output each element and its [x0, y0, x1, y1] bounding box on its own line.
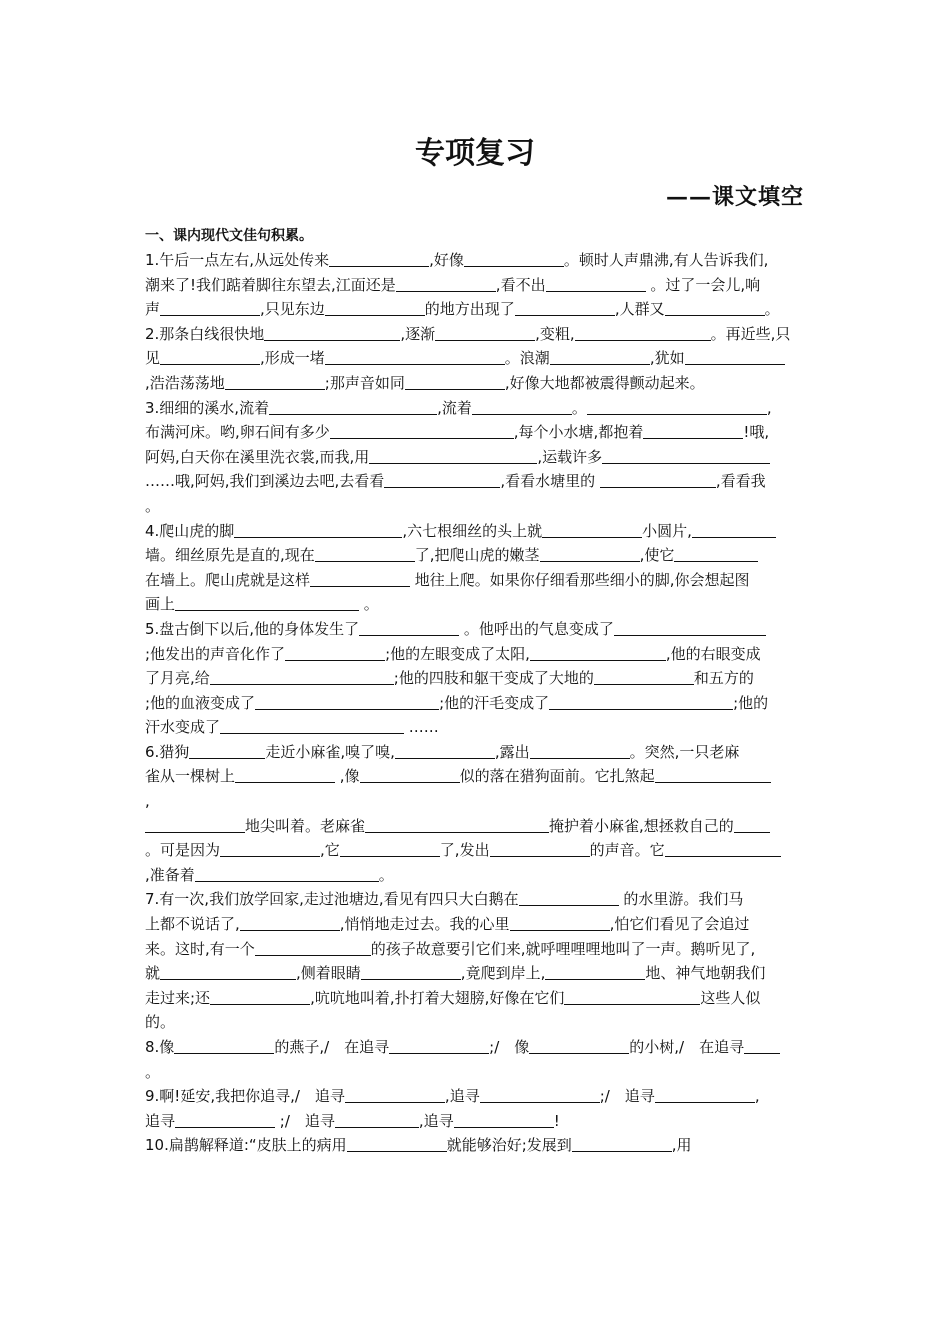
- line-text: ,六七根细丝的头上就: [402, 521, 543, 540]
- text-line: [145, 420, 810, 445]
- text-line: [145, 1133, 810, 1158]
- fill-in-blank[interactable]: [360, 766, 460, 783]
- line-text: 汗水变成了: [145, 718, 221, 737]
- fill-in-blank[interactable]: [587, 398, 767, 415]
- fill-in-blank[interactable]: [160, 348, 260, 365]
- line-text: ;那声音如同: [324, 373, 405, 392]
- fill-in-blank[interactable]: [519, 889, 619, 906]
- text-line: [145, 519, 810, 544]
- fill-in-blank[interactable]: [674, 545, 758, 562]
- line-text: 的。: [145, 1013, 176, 1032]
- fill-in-blank[interactable]: [405, 373, 505, 390]
- fill-in-blank[interactable]: [550, 348, 650, 365]
- text-line: [145, 838, 810, 863]
- line-text: ;他的左眼变成了太阳,: [385, 644, 530, 663]
- line-text: 了,把爬山虎的嫩茎: [414, 546, 540, 565]
- fill-in-blank[interactable]: [594, 668, 694, 685]
- text-line: [145, 1060, 810, 1085]
- text-line: [145, 1084, 810, 1109]
- line-text: ;/ 追寻: [275, 1111, 335, 1130]
- line-text: !: [553, 1111, 560, 1130]
- line-text: ,看看我: [715, 472, 766, 491]
- line-text: ,每个小水塘,都抱着: [513, 423, 644, 442]
- fill-in-blank[interactable]: [545, 963, 645, 980]
- fill-in-blank[interactable]: [549, 693, 733, 710]
- line-text: 了月亮,给: [145, 669, 210, 688]
- line-text: ,追寻: [418, 1111, 454, 1130]
- line-text: 画上: [145, 595, 176, 614]
- line-text: 7.有一次,我们放学回家,走过池塘边,看见有四只大白鹅在: [145, 890, 519, 909]
- text-line: [145, 666, 810, 691]
- fill-in-blank[interactable]: [315, 545, 415, 562]
- line-text: 声: [145, 300, 161, 319]
- fill-in-blank[interactable]: [665, 299, 765, 316]
- fill-in-blank[interactable]: [369, 447, 537, 464]
- fill-in-blank[interactable]: [530, 742, 630, 759]
- fill-in-blank[interactable]: [389, 1037, 489, 1054]
- text-line: [145, 912, 810, 937]
- line-text: ,侧着眼睛: [296, 964, 361, 983]
- fill-in-blank[interactable]: [174, 1037, 274, 1054]
- text-line: [145, 642, 810, 667]
- line-text: 掩护着小麻雀,想拯救自己的: [549, 816, 734, 835]
- line-text: 5.盘古倒下以后,他的身体发生了: [145, 619, 360, 638]
- text-line: [145, 1035, 810, 1060]
- fill-in-blank[interactable]: [665, 840, 781, 857]
- text-line: [145, 568, 810, 593]
- fill-in-blank[interactable]: [225, 373, 325, 390]
- line-text: 9.啊!延安,我把你追寻,/ 追寻: [145, 1087, 345, 1106]
- fill-in-blank[interactable]: [564, 988, 700, 1005]
- text-line: [145, 322, 810, 347]
- line-text: ,犹如: [649, 349, 685, 368]
- line-text: ,: [754, 1087, 760, 1106]
- line-text: 布满河床。哟,卵石间有多少: [145, 423, 330, 442]
- fill-in-blank[interactable]: [692, 521, 776, 538]
- fill-in-blank[interactable]: [264, 324, 400, 341]
- worksheet-body: [145, 224, 810, 1158]
- text-line: [145, 592, 810, 617]
- line-text: 上都不说话了,: [145, 915, 240, 934]
- text-line: [145, 986, 810, 1011]
- line-text: ,看看水塘里的: [500, 472, 600, 491]
- line-text: ,好像大地都被震得颤动起来。: [504, 373, 705, 392]
- line-text: ,运载许多: [537, 447, 603, 466]
- line-text: 这些人似: [700, 988, 761, 1007]
- text-line: [145, 617, 810, 642]
- line-text: 2.那条白线很快地: [145, 324, 265, 343]
- fill-in-blank[interactable]: [655, 1086, 755, 1103]
- fill-in-blank[interactable]: [510, 914, 610, 931]
- line-text: ,像: [335, 767, 360, 786]
- fill-in-blank[interactable]: [396, 275, 496, 292]
- line-text: ,怕它们看见了会追过: [609, 915, 750, 934]
- line-text: 的小树,/ 在追寻: [629, 1038, 745, 1056]
- line-text: 1.午后一点左右,从远处传来: [145, 251, 330, 269]
- fill-in-blank[interactable]: [210, 668, 394, 685]
- line-text: ;/ 像: [489, 1038, 530, 1056]
- line-text: ,浩浩荡荡地: [145, 373, 225, 392]
- text-line: [145, 494, 810, 519]
- fill-in-blank[interactable]: [600, 471, 716, 488]
- text-line: [145, 715, 810, 740]
- line-text: ,用: [671, 1136, 692, 1155]
- line-text: 来。这时,有一个: [145, 939, 255, 958]
- fill-in-blank[interactable]: [744, 1037, 780, 1054]
- fill-in-blank[interactable]: [255, 693, 439, 710]
- line-text: ,好像: [429, 251, 464, 269]
- line-text: 。可是因为: [145, 841, 221, 860]
- line-text: 走过来;还: [145, 988, 211, 1007]
- line-text: 似的落在猎狗面前。它扎煞起: [459, 767, 655, 786]
- text-line: [145, 1010, 810, 1035]
- line-text: ,他的右眼变成: [665, 644, 761, 663]
- line-text: ,竟爬到岸上,: [460, 964, 546, 983]
- text-line: [145, 469, 810, 494]
- line-text: 的地方出现了: [424, 300, 515, 319]
- fill-in-blank[interactable]: [454, 1111, 554, 1128]
- line-text: ,: [766, 398, 772, 417]
- line-text: ,变粗,: [535, 324, 575, 343]
- line-text: 雀从一棵树上: [145, 767, 236, 786]
- text-line: [145, 543, 810, 568]
- text-line: [145, 863, 810, 888]
- line-text: 墙。细丝原先是直的,现在: [145, 546, 315, 565]
- text-line: [145, 691, 810, 716]
- text-line: [145, 740, 810, 765]
- line-text: 8.像: [145, 1038, 175, 1056]
- fill-in-blank[interactable]: [395, 742, 495, 759]
- fill-in-blank[interactable]: [614, 619, 766, 636]
- text-line: [145, 346, 810, 371]
- line-text: 。: [359, 595, 379, 614]
- line-text: 。: [145, 1062, 161, 1081]
- line-text: 的燕子,/ 在追寻: [274, 1038, 390, 1056]
- fill-in-blank[interactable]: [145, 816, 245, 833]
- line-text: ,看不出: [495, 275, 546, 294]
- line-text: ,流着: [437, 398, 472, 417]
- fill-in-blank[interactable]: [235, 766, 335, 783]
- fill-in-blank[interactable]: [546, 275, 646, 292]
- fill-in-blank[interactable]: [220, 717, 404, 734]
- fill-in-blank[interactable]: [515, 299, 615, 316]
- line-text: 小圆片,: [642, 521, 692, 540]
- text-line: [145, 764, 810, 789]
- fill-in-blank[interactable]: [325, 299, 425, 316]
- line-text: 。过了一会儿,响: [645, 275, 761, 294]
- fill-in-blank[interactable]: [195, 865, 379, 882]
- text-line: [145, 396, 810, 421]
- line-text: 。再近些,只: [710, 324, 791, 343]
- text-line: [145, 273, 810, 298]
- fill-in-blank[interactable]: [310, 570, 410, 587]
- fill-in-blank[interactable]: [329, 250, 429, 267]
- line-text: ;他的: [733, 693, 769, 712]
- text-line: [145, 814, 810, 839]
- line-text: 6.猎狗: [145, 742, 190, 761]
- line-text: ,追寻: [444, 1087, 480, 1106]
- fill-in-blank[interactable]: [361, 963, 461, 980]
- text-line: [145, 248, 810, 273]
- line-text: ,悄悄地走过去。我的心里: [339, 915, 510, 934]
- fill-in-blank[interactable]: [330, 422, 514, 439]
- fill-in-blank[interactable]: [160, 299, 260, 316]
- fill-in-blank[interactable]: [435, 324, 535, 341]
- line-text: ,: [145, 792, 150, 811]
- line-text: 就: [145, 964, 161, 983]
- line-text: ……: [404, 718, 439, 737]
- fill-in-blank[interactable]: [572, 1135, 672, 1152]
- fill-in-blank[interactable]: [529, 1037, 629, 1054]
- fill-in-blank[interactable]: [602, 447, 770, 464]
- line-text: ;/ 追寻: [599, 1087, 655, 1106]
- line-text: ;他的血液变成了: [145, 693, 256, 712]
- fill-in-blank[interactable]: [240, 914, 340, 931]
- text-line: [145, 297, 810, 322]
- fill-in-blank[interactable]: [734, 816, 770, 833]
- fill-in-blank[interactable]: [359, 619, 459, 636]
- line-text: 就能够治好;发展到: [446, 1136, 572, 1155]
- line-text: 4.爬山虎的脚: [145, 521, 235, 540]
- line-text: ,吭吭地叫着,扑打着大翅膀,好像在它们: [310, 988, 565, 1007]
- section-heading: 一、课内现代文佳句积累。: [145, 228, 313, 244]
- line-text: 见: [145, 349, 161, 368]
- line-text: 。他呼出的气息变成了: [459, 619, 614, 638]
- text-line: [145, 371, 810, 396]
- line-text: ,人群又: [614, 300, 665, 319]
- line-text: ,只见东边: [260, 300, 325, 319]
- line-text: 10.扁鹊解释道:“皮肤上的病用: [145, 1136, 347, 1155]
- text-line: [145, 789, 810, 814]
- fill-in-blank[interactable]: [685, 348, 785, 365]
- line-text: 了,发出: [439, 841, 490, 860]
- fill-in-blank[interactable]: [655, 766, 771, 783]
- text-line: [145, 1109, 810, 1134]
- line-text: !哦,: [743, 423, 770, 442]
- fill-in-blank[interactable]: [234, 521, 402, 538]
- fill-in-blank[interactable]: [347, 1135, 447, 1152]
- fill-in-blank[interactable]: [345, 1086, 445, 1103]
- fill-in-blank[interactable]: [335, 1111, 419, 1128]
- line-text: 潮来了!我们踮着脚往东望去,江面还是: [145, 275, 396, 294]
- fill-in-blank[interactable]: [269, 398, 437, 415]
- fill-in-blank[interactable]: [530, 644, 666, 661]
- line-text: 。顿时人声鼎沸,有人告诉我们,: [563, 251, 769, 269]
- fill-in-blank[interactable]: [285, 644, 385, 661]
- fill-in-blank[interactable]: [210, 988, 310, 1005]
- line-text: 追寻: [145, 1111, 176, 1130]
- line-text: 的水里游。我们马: [618, 890, 744, 909]
- fill-in-blank[interactable]: [472, 398, 572, 415]
- line-text: 。突然,一只老麻: [629, 742, 740, 761]
- line-text: 。浪潮: [504, 349, 550, 368]
- line-text: 走近小麻雀,嗅了嗅,: [265, 742, 395, 761]
- fill-in-blank[interactable]: [325, 348, 505, 365]
- line-text: ,逐渐: [400, 324, 436, 343]
- fill-in-blank[interactable]: [480, 1086, 600, 1103]
- line-text: 地、神气地朝我们: [645, 964, 766, 983]
- fill-in-blank[interactable]: [175, 1111, 275, 1128]
- line-text: ;他发出的声音化作了: [145, 644, 286, 663]
- fill-in-blank[interactable]: [464, 250, 564, 267]
- line-text: 。: [571, 398, 587, 417]
- line-text: ,使它: [639, 546, 675, 565]
- line-text: 在墙上。爬山虎就是这样: [145, 570, 311, 589]
- fill-in-blank[interactable]: [365, 816, 549, 833]
- line-text: 。: [764, 300, 780, 319]
- line-text: ;他的汗毛变成了: [439, 693, 550, 712]
- line-text: 阿妈,白天你在溪里洗衣裳,而我,用: [145, 447, 370, 466]
- line-text: 的声音。它: [589, 841, 665, 860]
- fill-in-blank[interactable]: [160, 963, 296, 980]
- fill-in-blank[interactable]: [490, 840, 590, 857]
- text-line: [145, 887, 810, 912]
- text-line: [145, 445, 810, 470]
- fill-in-blank[interactable]: [643, 422, 743, 439]
- line-text: 地往上爬。如果你仔细看那些细小的脚,你会想起图: [410, 570, 750, 589]
- line-text: 3.细细的溪水,流着: [145, 398, 270, 417]
- fill-in-blank[interactable]: [189, 742, 265, 759]
- line-text: ;他的四肢和躯干变成了大地的: [393, 669, 594, 688]
- line-text: ,它: [320, 841, 340, 860]
- fill-in-blank[interactable]: [175, 594, 359, 611]
- fill-in-blank[interactable]: [575, 324, 711, 341]
- page-subtitle: ——课文填空: [665, 184, 804, 210]
- fill-in-blank[interactable]: [255, 939, 371, 956]
- fill-in-blank[interactable]: [542, 521, 642, 538]
- text-line: [145, 961, 810, 986]
- page-title: 专项复习: [415, 136, 535, 171]
- line-text: ,形成一堵: [260, 349, 325, 368]
- line-text: 。: [378, 865, 394, 884]
- line-text: ,准备着: [145, 865, 195, 884]
- fill-in-blank[interactable]: [220, 840, 320, 857]
- line-text: ,露出: [494, 742, 530, 761]
- fill-in-blank[interactable]: [384, 471, 500, 488]
- line-text: ……哦,阿妈,我们到溪边去吧,去看看: [145, 472, 385, 491]
- exercise-lines: [145, 248, 810, 1158]
- line-text: 的孩子故意要引它们来,就呼哩哩哩地叫了一声。鹅听见了,: [370, 939, 756, 958]
- fill-in-blank[interactable]: [340, 840, 440, 857]
- line-text: 和五方的: [693, 669, 754, 688]
- line-text: 。: [145, 496, 161, 515]
- line-text: 地尖叫着。老麻雀: [245, 816, 366, 835]
- fill-in-blank[interactable]: [540, 545, 640, 562]
- text-line: [145, 937, 810, 962]
